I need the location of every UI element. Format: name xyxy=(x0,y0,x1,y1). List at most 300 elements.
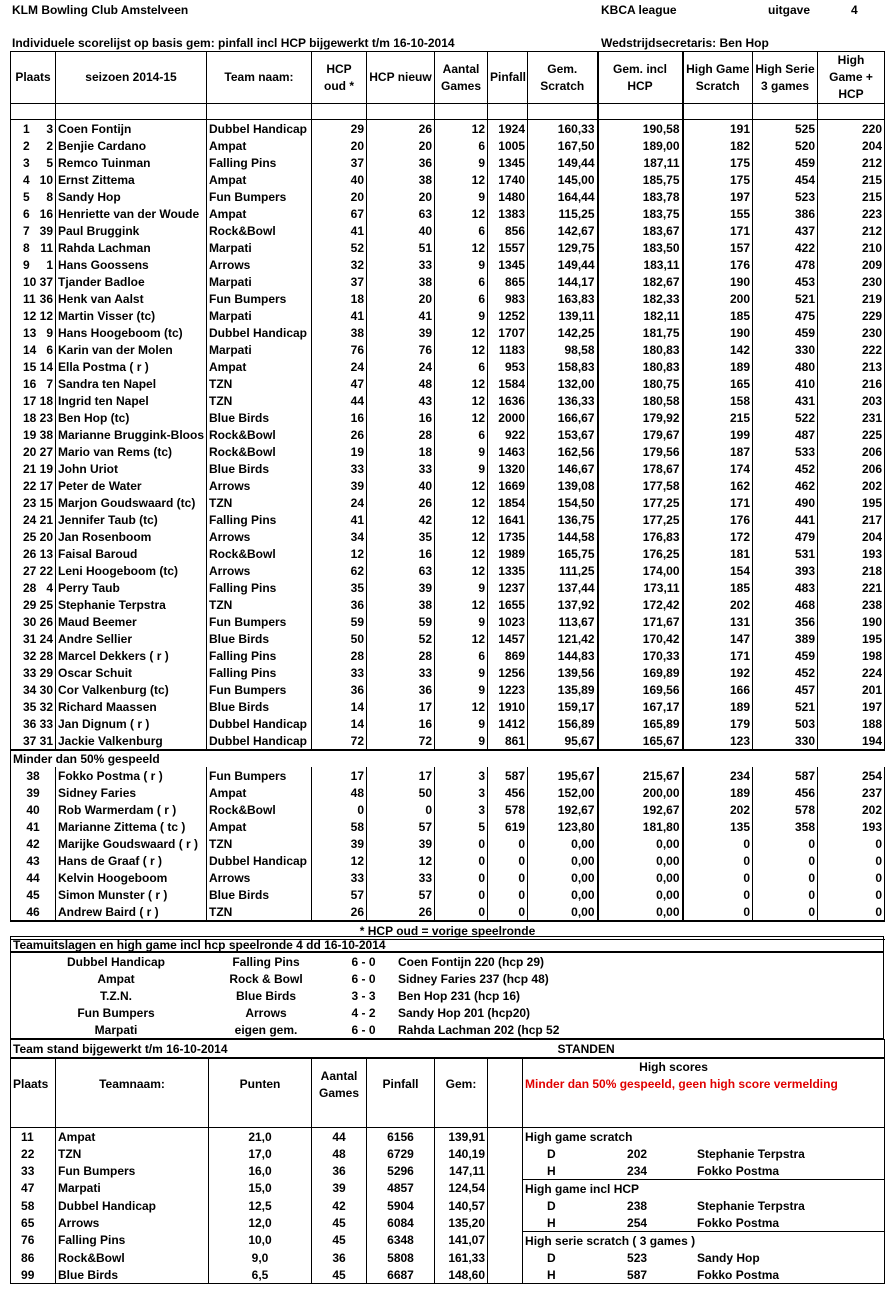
cell-gem-hcp: 185,75 xyxy=(598,171,683,188)
high-score-section-title: High game scratch xyxy=(523,1128,885,1146)
spacer xyxy=(488,1249,523,1266)
cell-hg-scratch: 131 xyxy=(683,613,753,630)
cell-hcp-oud: 72 xyxy=(312,732,367,750)
cell-player-name: Marcel Dekkers ( r ) xyxy=(56,647,207,664)
cell-team: Arrows xyxy=(207,256,312,273)
cell-hg-scratch: 147 xyxy=(683,630,753,647)
result-row xyxy=(31,953,631,970)
hs-player: Fokko Postma xyxy=(697,1163,780,1178)
cell-hg-hcp: 201 xyxy=(818,681,885,698)
table-row xyxy=(11,801,885,818)
cell-hg-scratch: 0 xyxy=(683,886,753,903)
table-row xyxy=(11,171,885,188)
cell-games: 12 xyxy=(435,596,488,613)
previous-rank: 31 xyxy=(39,733,53,748)
cell-hg-scratch: 157 xyxy=(683,239,753,256)
table-row xyxy=(11,715,885,732)
cell-player-name: Peter de Water xyxy=(56,477,207,494)
table-row xyxy=(11,154,885,171)
cell-gem-scratch: 115,25 xyxy=(528,205,598,222)
cell-games: 45 xyxy=(312,1232,367,1250)
cell-hg-scratch: 185 xyxy=(683,579,753,596)
cell-gem: 141,07 xyxy=(435,1232,488,1250)
cell-pinfall: 1335 xyxy=(488,562,528,579)
cell-player-name: Tjander Badloe xyxy=(56,273,207,290)
cell-player-name: Faisal Baroud xyxy=(56,545,207,562)
col-team: Team naam: xyxy=(207,52,312,104)
cell-plaats xyxy=(11,1249,56,1266)
previous-rank: 1 xyxy=(46,257,53,272)
cell-team: Blue Birds xyxy=(207,886,312,903)
table-row xyxy=(11,494,885,511)
cell-hs-3: 521 xyxy=(753,290,818,307)
cell-games: 48 xyxy=(312,1145,367,1162)
cell-games: 12 xyxy=(435,545,488,562)
high-game-player: Ben Hop 231 (hcp 16) xyxy=(398,988,521,1003)
cell-hg-scratch: 175 xyxy=(683,171,753,188)
cell-plaats xyxy=(11,290,56,307)
cell-hg-hcp: 0 xyxy=(818,835,885,852)
cell-games: 12 xyxy=(435,239,488,256)
col-plaats: Plaats xyxy=(11,52,56,104)
cell-team: Blue Birds xyxy=(207,460,312,477)
cell-team: Fun Bumpers xyxy=(207,681,312,698)
cell-player-name: Marianne Bruggink-Bloos xyxy=(56,426,207,443)
result-row xyxy=(31,1021,631,1038)
cell-pinfall: 2000 xyxy=(488,409,528,426)
cell-hg-hcp: 212 xyxy=(818,154,885,171)
rank: 5 xyxy=(23,189,30,204)
cell-hg-hcp: 198 xyxy=(818,647,885,664)
table-row xyxy=(11,443,885,460)
cell-player-name: Cor Valkenburg (tc) xyxy=(56,681,207,698)
spacer xyxy=(523,1110,885,1128)
cell-hg-hcp: 215 xyxy=(818,188,885,205)
cell-hcp-nieuw: 42 xyxy=(367,511,435,528)
cell-plaats xyxy=(11,188,56,205)
players-body xyxy=(11,120,885,940)
home-team: Fun Bumpers xyxy=(77,1005,155,1020)
rank: 26 xyxy=(23,546,37,561)
cell-hg-scratch: 202 xyxy=(683,801,753,818)
cell-games: 9 xyxy=(435,307,488,324)
cell-plaats xyxy=(11,443,56,460)
cell-hg-hcp: 230 xyxy=(818,273,885,290)
cell-hcp-nieuw: 38 xyxy=(367,171,435,188)
rank: 3 xyxy=(21,1163,28,1178)
hs-score: 234 xyxy=(627,1163,648,1178)
cell-plaats xyxy=(11,460,56,477)
team-row xyxy=(11,1214,885,1232)
rank: 9 xyxy=(23,257,30,272)
cell-hg-hcp: 197 xyxy=(818,698,885,715)
cell-team: Blue Birds xyxy=(207,698,312,715)
rank: 5 xyxy=(21,1198,28,1213)
table-row xyxy=(11,290,885,307)
cell-gem-hcp: 200,00 xyxy=(598,784,683,801)
cell-gem-scratch: 152,00 xyxy=(528,784,598,801)
rank: 7 xyxy=(21,1233,28,1248)
cell-hs-3: 0 xyxy=(753,869,818,886)
table-row xyxy=(11,392,885,409)
cell-team: Fun Bumpers xyxy=(207,767,312,784)
cell-hs-3: 0 xyxy=(753,903,818,921)
cell-hs-3: 454 xyxy=(753,171,818,188)
cell-pinfall: 1735 xyxy=(488,528,528,545)
cell-gem: 148,60 xyxy=(435,1266,488,1284)
cell-pinfall: 1924 xyxy=(488,120,528,138)
cell-hg-hcp: 0 xyxy=(818,903,885,921)
cell-team: Rock&Bowl xyxy=(207,222,312,239)
spacer xyxy=(367,1110,435,1128)
cell-gem-hcp: 182,11 xyxy=(598,307,683,324)
cell-games: 0 xyxy=(435,903,488,921)
previous-rank: 22 xyxy=(39,563,53,578)
rank: 4 xyxy=(21,1181,28,1196)
table-row xyxy=(11,732,885,750)
cell-hcp-nieuw: 63 xyxy=(367,562,435,579)
hs-score: 587 xyxy=(627,1267,648,1282)
cell-hs-3: 523 xyxy=(753,188,818,205)
spacer xyxy=(488,1162,523,1180)
cell-team: Falling Pins xyxy=(207,511,312,528)
col-punten: Punten xyxy=(209,1058,312,1110)
cell-hg-scratch: 162 xyxy=(683,477,753,494)
cell-player-name: Ernst Zittema xyxy=(56,171,207,188)
cell-teamnaam: Ampat xyxy=(56,1128,209,1146)
cell-teamnaam: Rock&Bowl xyxy=(56,1249,209,1266)
cell-pinfall: 1412 xyxy=(488,715,528,732)
cell-hcp-oud: 16 xyxy=(312,409,367,426)
cell-pinfall: 1910 xyxy=(488,698,528,715)
table-row xyxy=(11,886,885,903)
previous-rank: 12 xyxy=(39,308,53,323)
table-row xyxy=(11,681,885,698)
col-gem-hcp: Gem. incl HCP xyxy=(598,52,683,104)
table-header xyxy=(11,52,885,104)
cell-hcp-oud: 59 xyxy=(312,613,367,630)
cell-team: Ampat xyxy=(207,205,312,222)
cell-hcp-nieuw: 36 xyxy=(367,154,435,171)
cell-games: 6 xyxy=(435,647,488,664)
cell-hg-hcp: 202 xyxy=(818,801,885,818)
cell-hg-scratch: 182 xyxy=(683,137,753,154)
cell-hs-3: 389 xyxy=(753,630,818,647)
cell-hs-3: 0 xyxy=(753,835,818,852)
cell-games: 12 xyxy=(435,528,488,545)
cell-games: 9 xyxy=(435,154,488,171)
cell-games: 9 xyxy=(435,681,488,698)
previous-rank: 9 xyxy=(27,1267,35,1282)
cell-pinfall: 1223 xyxy=(488,681,528,698)
cell-pinfall: 1237 xyxy=(488,579,528,596)
team-row xyxy=(11,1162,885,1180)
cell-plaats xyxy=(11,137,56,154)
cell-punten: 16,0 xyxy=(209,1162,312,1180)
cell-games: 45 xyxy=(312,1266,367,1284)
cell-hcp-nieuw: 16 xyxy=(367,409,435,426)
cell-hg-scratch: 0 xyxy=(683,835,753,852)
cell-gem-scratch: 139,56 xyxy=(528,664,598,681)
cell-pinfall: 1023 xyxy=(488,613,528,630)
cell-hs-3: 393 xyxy=(753,562,818,579)
cell-gem-hcp: 183,11 xyxy=(598,256,683,273)
cell-player-name: Rahda Lachman xyxy=(56,239,207,256)
cell-player-name: Andre Sellier xyxy=(56,630,207,647)
cell-hs-3: 356 xyxy=(753,613,818,630)
cell-hg-hcp: 237 xyxy=(818,784,885,801)
cell-hcp-nieuw: 39 xyxy=(367,579,435,596)
previous-rank: 2 xyxy=(46,138,53,153)
cell-games: 36 xyxy=(312,1162,367,1180)
match-score: 6 - 0 xyxy=(351,954,376,969)
cell-player-name: Ben Hop (tc) xyxy=(56,409,207,426)
cell-team: Falling Pins xyxy=(207,647,312,664)
cell-gem-hcp: 183,75 xyxy=(598,205,683,222)
standen-label: STANDEN xyxy=(488,1040,885,1059)
cell-hcp-nieuw: 18 xyxy=(367,443,435,460)
cell-gem-scratch: 136,75 xyxy=(528,511,598,528)
cell-hcp-nieuw: 33 xyxy=(367,460,435,477)
cell-team: TZN xyxy=(207,494,312,511)
table-row xyxy=(11,545,885,562)
rank: 14 xyxy=(23,342,37,357)
table-row xyxy=(11,205,885,222)
cell-hg-scratch: 192 xyxy=(683,664,753,681)
away-team: Falling Pins xyxy=(232,954,300,969)
cell-gem-hcp: 182,33 xyxy=(598,290,683,307)
hs-player: Fokko Postma xyxy=(697,1215,780,1230)
cell-games: 12 xyxy=(435,120,488,138)
hs-score: 254 xyxy=(627,1215,648,1230)
rank: 34 xyxy=(23,682,37,697)
cell-hcp-oud: 62 xyxy=(312,562,367,579)
cell-hg-scratch: 155 xyxy=(683,205,753,222)
cell-player-name: Simon Munster ( r ) xyxy=(56,886,207,903)
result-row xyxy=(31,987,631,1004)
cell-games: 9 xyxy=(435,664,488,681)
previous-rank: 19 xyxy=(39,461,53,476)
cell-hcp-oud: 20 xyxy=(312,188,367,205)
match-score: 6 - 0 xyxy=(351,971,376,986)
cell-hg-scratch: 197 xyxy=(683,188,753,205)
cell-plaats xyxy=(11,511,56,528)
cell-hg-scratch: 190 xyxy=(683,324,753,341)
cell-plaats xyxy=(11,426,56,443)
cell-hcp-oud: 14 xyxy=(312,715,367,732)
high-score-line xyxy=(523,1249,885,1266)
cell-pinfall: 6729 xyxy=(367,1145,435,1162)
cell-hs-3: 522 xyxy=(753,409,818,426)
cell-hs-3: 330 xyxy=(753,341,818,358)
cell-hg-scratch: 189 xyxy=(683,358,753,375)
spacer xyxy=(209,1110,312,1128)
cell-hs-3: 358 xyxy=(753,818,818,835)
cell-games: 9 xyxy=(435,579,488,596)
rank: 32 xyxy=(23,648,37,663)
cell-player-name: Marjon Goudswaard (tc) xyxy=(56,494,207,511)
cell-gem-scratch: 144,58 xyxy=(528,528,598,545)
cell-team: Falling Pins xyxy=(207,579,312,596)
cell-games: 12 xyxy=(435,171,488,188)
rank: 1 xyxy=(21,1129,28,1144)
player-score-table xyxy=(10,51,885,940)
away-team: Arrows xyxy=(245,1005,287,1020)
cell-plaats xyxy=(11,1180,56,1198)
spacer xyxy=(488,1180,523,1198)
cell-hcp-oud: 26 xyxy=(312,426,367,443)
cell-teamnaam: TZN xyxy=(56,1145,209,1162)
cell-hcp-oud: 76 xyxy=(312,341,367,358)
cell-gem-hcp: 171,67 xyxy=(598,613,683,630)
previous-rank: 3 xyxy=(27,1163,35,1178)
table-row xyxy=(11,273,885,290)
cell-hs-3: 487 xyxy=(753,426,818,443)
cell-gem-hcp: 181,75 xyxy=(598,324,683,341)
cell-team: TZN xyxy=(207,596,312,613)
cell-hcp-oud: 28 xyxy=(312,647,367,664)
high-game-player: Rahda Lachman 202 (hcp 52 xyxy=(398,1022,560,1037)
cell-hcp-nieuw: 59 xyxy=(367,613,435,630)
standings-header xyxy=(11,1058,885,1110)
cell-hcp-nieuw: 12 xyxy=(367,852,435,869)
cell-team: Dubbel Handicap xyxy=(207,732,312,750)
cell-player-name: Perry Taub xyxy=(56,579,207,596)
cell-hg-scratch: 234 xyxy=(683,767,753,784)
cell-plaats xyxy=(11,307,56,324)
previous-rank: 24 xyxy=(39,631,53,646)
previous-rank: 7 xyxy=(27,1181,35,1196)
cell-hcp-nieuw: 40 xyxy=(367,222,435,239)
rank: 8 xyxy=(23,240,30,255)
rank: 23 xyxy=(23,495,37,510)
cell-hcp-oud: 40 xyxy=(312,171,367,188)
cell-pinfall: 587 xyxy=(488,767,528,784)
cell-pinfall: 856 xyxy=(488,222,528,239)
rank: 28 xyxy=(23,580,37,595)
previous-rank: 9 xyxy=(46,325,53,340)
cell-games: 12 xyxy=(435,511,488,528)
cell-pinfall: 1669 xyxy=(488,477,528,494)
cell-games: 9 xyxy=(435,715,488,732)
cell-player-name: Richard Maassen xyxy=(56,698,207,715)
previous-rank: 16 xyxy=(39,206,53,221)
table-row xyxy=(11,239,885,256)
cell-player-name: Jackie Valkenburg xyxy=(56,732,207,750)
cell-hcp-nieuw: 57 xyxy=(367,886,435,903)
cell-hcp-nieuw: 40 xyxy=(367,477,435,494)
cell-hg-scratch: 158 xyxy=(683,392,753,409)
cell-hg-scratch: 171 xyxy=(683,222,753,239)
rank: 6 xyxy=(23,206,30,221)
cell-pinfall: 1345 xyxy=(488,256,528,273)
cell-games: 12 xyxy=(435,392,488,409)
results-table xyxy=(31,953,631,1038)
previous-rank: 32 xyxy=(39,699,53,714)
cell-player-name: Rob Warmerdam ( r ) xyxy=(56,801,207,818)
home-team: Marpati xyxy=(94,1022,138,1037)
cell-plaats xyxy=(11,324,56,341)
cell-games: 12 xyxy=(435,630,488,647)
cell-hg-hcp: 220 xyxy=(818,120,885,138)
spacer xyxy=(11,1110,56,1128)
table-row xyxy=(11,903,885,921)
team-row xyxy=(11,1145,885,1162)
previous-rank: 15 xyxy=(39,495,53,510)
table-row xyxy=(11,698,885,715)
cell-hcp-nieuw: 36 xyxy=(367,681,435,698)
cell-player-name: Stephanie Terpstra xyxy=(56,596,207,613)
match-score: 4 - 2 xyxy=(351,1005,376,1020)
cell-team: Dubbel Handicap xyxy=(207,324,312,341)
table-row xyxy=(11,256,885,273)
table-row xyxy=(11,426,885,443)
cell-pinfall: 456 xyxy=(488,784,528,801)
cell-hs-3: 422 xyxy=(753,239,818,256)
cell-plaats xyxy=(11,1214,56,1232)
cell-pinfall: 6687 xyxy=(367,1266,435,1284)
cell-hg-scratch: 154 xyxy=(683,562,753,579)
hs-player: Stephanie Terpstra xyxy=(697,1198,805,1213)
cell-plaats xyxy=(11,732,56,750)
cell-games: 12 xyxy=(435,477,488,494)
cell-pinfall: 869 xyxy=(488,647,528,664)
table-row xyxy=(11,852,885,869)
cell-hcp-oud: 50 xyxy=(312,630,367,647)
minder-header-row xyxy=(11,750,885,767)
cell-hcp-nieuw: 76 xyxy=(367,341,435,358)
team-row xyxy=(11,1249,885,1266)
cell-gem-scratch: 111,25 xyxy=(528,562,598,579)
rank: 21 xyxy=(23,461,37,476)
spacer xyxy=(488,1128,523,1146)
cell-plaats xyxy=(11,596,56,613)
cell-gem: 147,11 xyxy=(435,1162,488,1180)
cell-gem-hcp: 179,67 xyxy=(598,426,683,443)
cell-player-name: Kelvin Hoogeboom xyxy=(56,869,207,886)
cell-hg-scratch: 185 xyxy=(683,307,753,324)
cell-hg-scratch: 165 xyxy=(683,375,753,392)
rank: 4 xyxy=(23,172,30,187)
cell-gem-hcp: 182,67 xyxy=(598,273,683,290)
cell-hcp-oud: 67 xyxy=(312,205,367,222)
cell-hg-scratch: 215 xyxy=(683,409,753,426)
cell-gem-scratch: 95,67 xyxy=(528,732,598,750)
cell-teamnaam: Falling Pins xyxy=(56,1232,209,1250)
cell-gem-scratch: 121,42 xyxy=(528,630,598,647)
cell-hcp-oud: 57 xyxy=(312,886,367,903)
col-hcp-oud: HCP oud * xyxy=(312,52,367,104)
table-row xyxy=(11,120,885,138)
cell-hs-3: 456 xyxy=(753,784,818,801)
cell-games: 6 xyxy=(435,290,488,307)
cell-player-name: Karin van der Molen xyxy=(56,341,207,358)
cell-gem-scratch: 149,44 xyxy=(528,256,598,273)
cell-gem-hcp: 169,89 xyxy=(598,664,683,681)
rank: 3 xyxy=(23,155,30,170)
cell-punten: 12,5 xyxy=(209,1197,312,1214)
cell-games: 12 xyxy=(435,409,488,426)
cell-team: Rock&Bowl xyxy=(207,426,312,443)
cell-hg-hcp: 194 xyxy=(818,732,885,750)
cell-gem-scratch: 149,44 xyxy=(528,154,598,171)
hs-score: 238 xyxy=(627,1198,648,1213)
cell-plaats xyxy=(11,715,56,732)
high-score-notice: Minder dan 50% gespeeld, geen high score vermelding xyxy=(525,1077,838,1091)
rank: 35 xyxy=(23,699,37,714)
cell-pinfall: 953 xyxy=(488,358,528,375)
cell-player-name: Remco Tuinman xyxy=(56,154,207,171)
